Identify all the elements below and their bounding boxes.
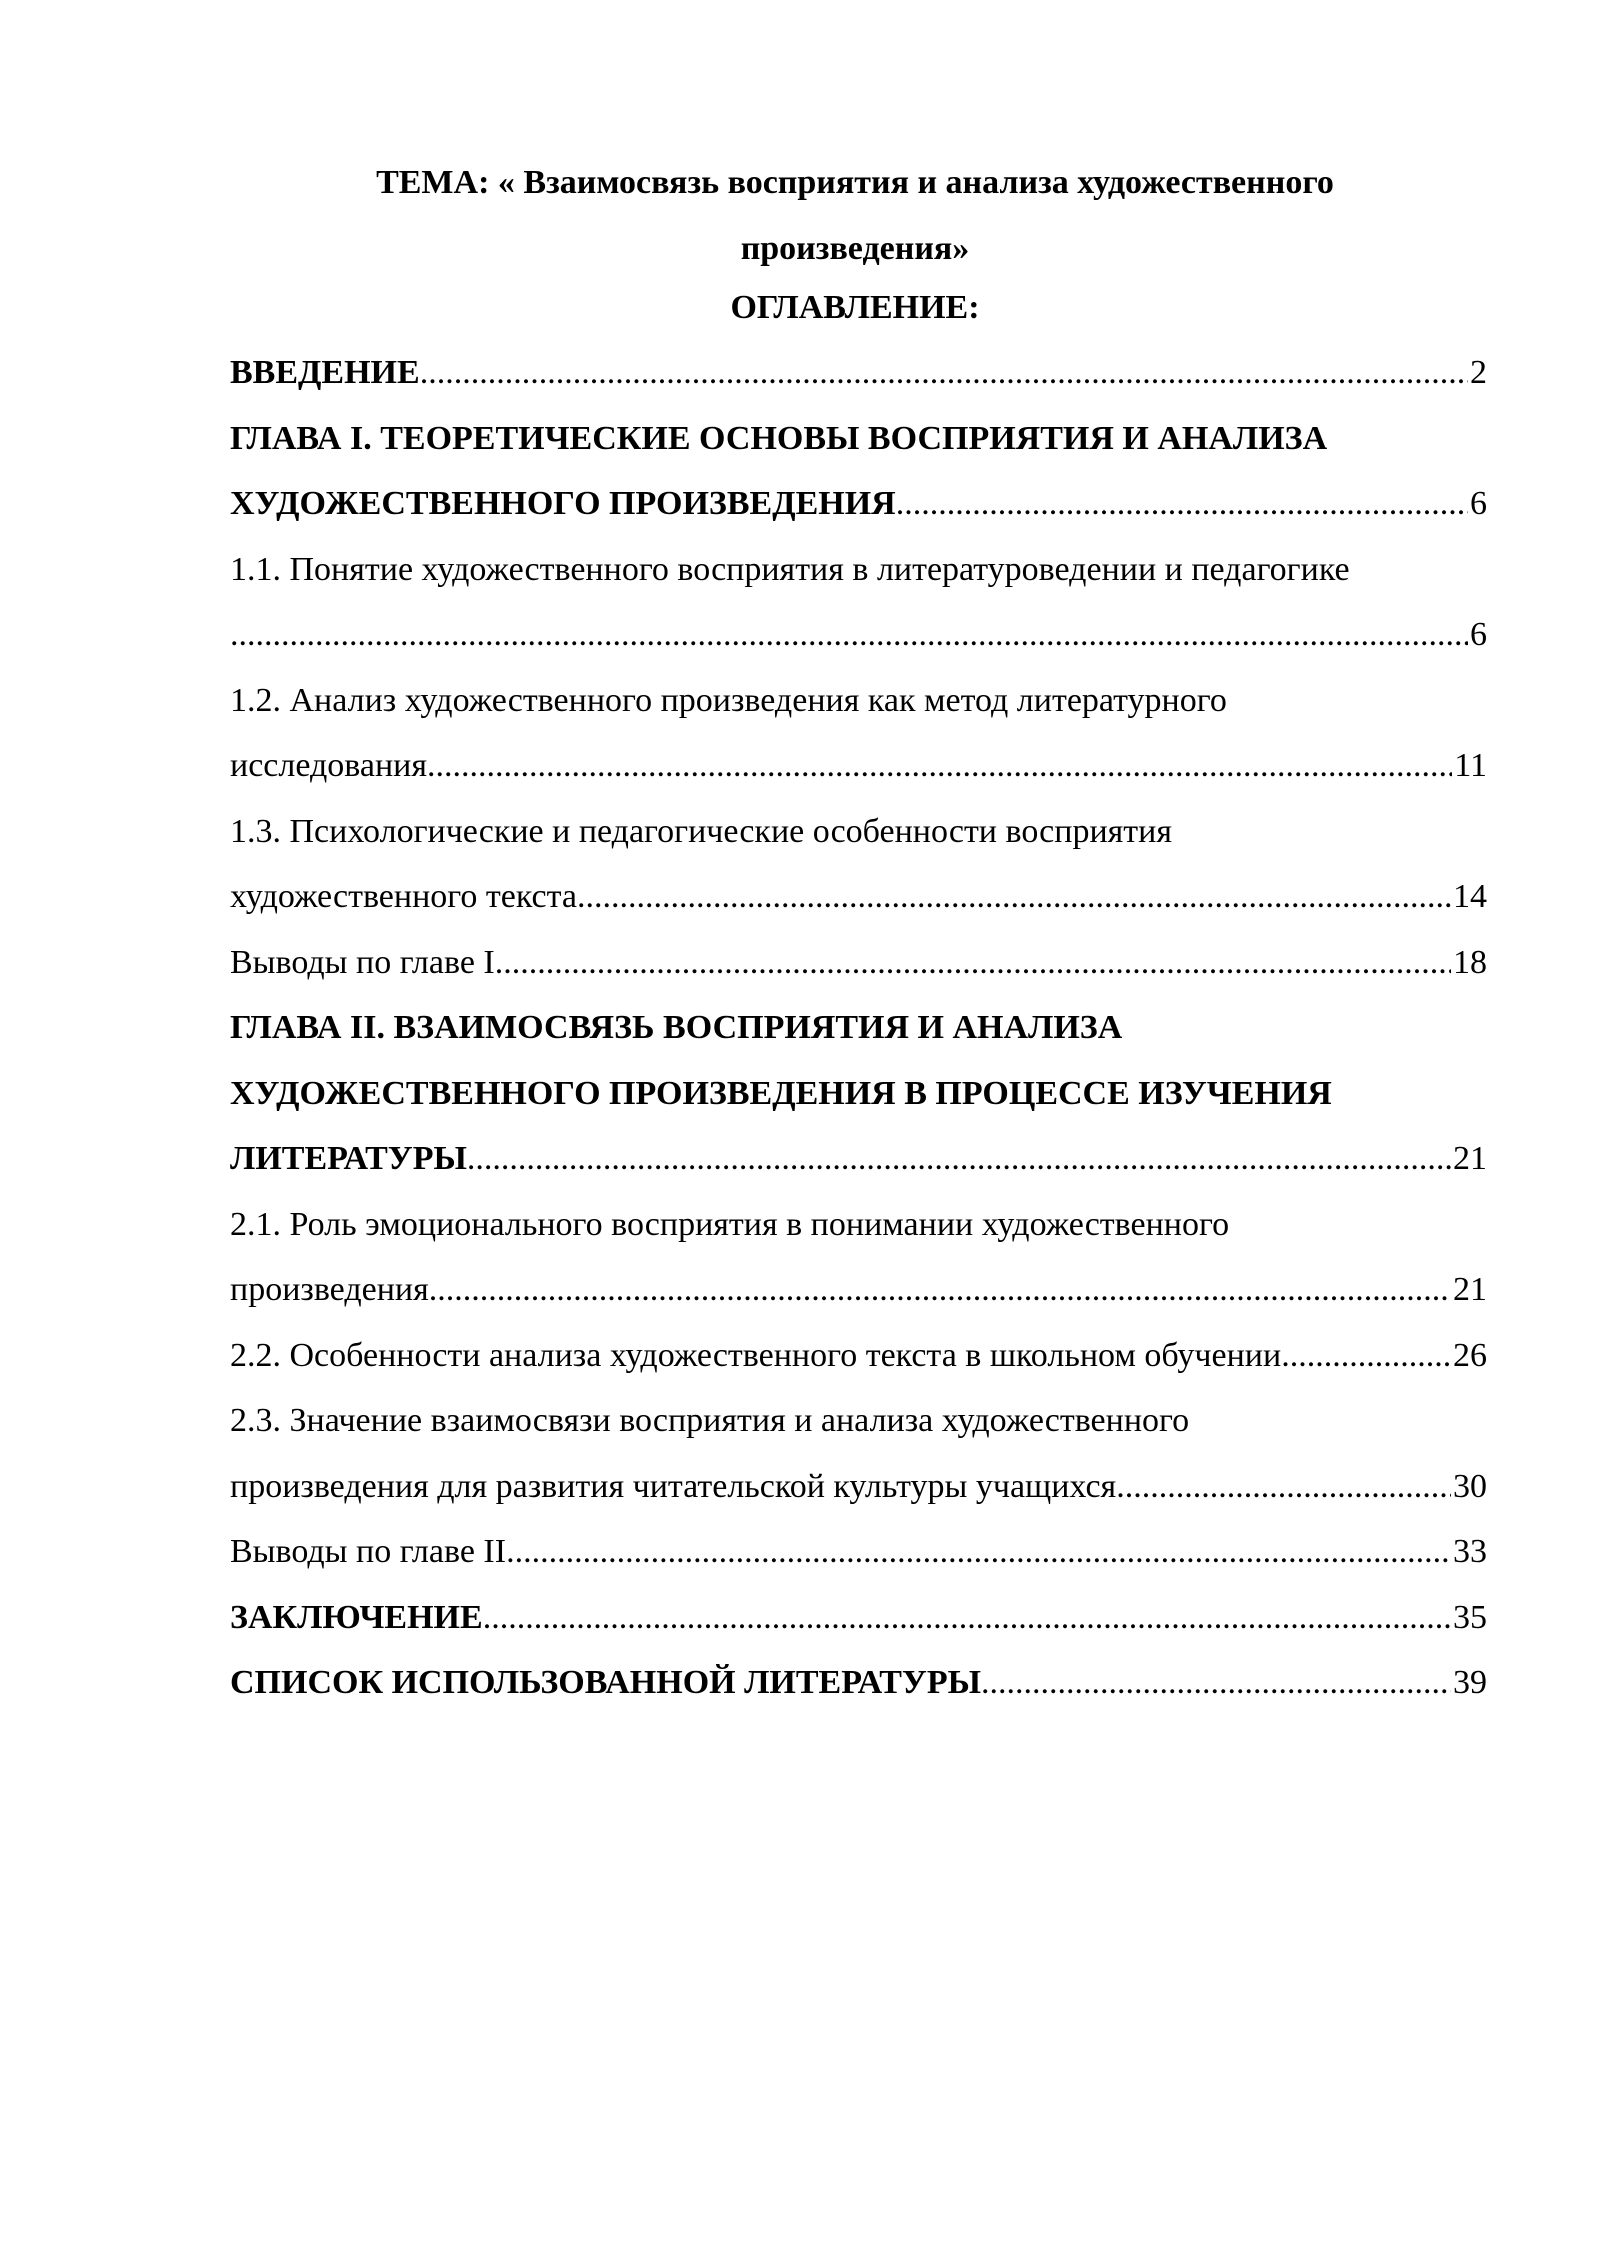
toc-entry-text: 2.1. Роль эмоционального восприятия в понимании художественного bbox=[230, 1205, 1230, 1243]
toc-dot-leader bbox=[896, 471, 1468, 537]
toc-page-number: 2 bbox=[1470, 354, 1487, 391]
toc-entry-text: ЗАКЛЮЧЕНИЕ bbox=[230, 1598, 483, 1636]
toc-entry-line bbox=[230, 537, 1487, 603]
toc-page-number: 14 bbox=[1453, 878, 1487, 915]
toc-entry-text: 2.3. Значение взаимосвязи восприятия и анализа художественного bbox=[230, 1402, 1190, 1439]
toc-entry-text: ХУДОЖЕСТВЕННОГО ПРОИЗВЕДЕНИЯ В ПРОЦЕССЕ ИЗУЧЕНИЯ bbox=[230, 1074, 1332, 1112]
toc-title: ОГЛАВЛЕНИЕ: bbox=[730, 289, 980, 326]
toc-entry-text: 1.3. Психологические и педагогические особенности восприятия bbox=[230, 812, 1172, 850]
toc-entry[interactable] bbox=[230, 668, 1487, 799]
toc-entry[interactable] bbox=[230, 1323, 1487, 1389]
toc-entry-text: ХУДОЖЕСТВЕННОГО ПРОИЗВЕДЕНИЯ bbox=[230, 485, 896, 522]
toc-entry[interactable] bbox=[230, 799, 1487, 930]
toc-page-number: 21 bbox=[1453, 1140, 1487, 1177]
toc-entry-last-line bbox=[230, 733, 1487, 799]
document-topic bbox=[230, 150, 1480, 282]
toc-entry[interactable] bbox=[230, 1585, 1487, 1651]
toc-entry-last-line bbox=[230, 1454, 1487, 1520]
toc-entry-last-line bbox=[230, 1126, 1487, 1192]
toc-dot-leader bbox=[483, 1585, 1451, 1651]
toc-dot-leader bbox=[420, 340, 1468, 406]
toc-entry-last-line bbox=[230, 1519, 1487, 1585]
toc-entry-last-line bbox=[230, 602, 1487, 668]
toc-entry[interactable] bbox=[230, 1519, 1487, 1585]
toc-entry-text: ЛИТЕРАТУРЫ bbox=[230, 1140, 467, 1177]
toc-entry-last-line bbox=[230, 1650, 1487, 1716]
toc-page-number: 35 bbox=[1453, 1598, 1487, 1636]
toc-entry-text: произведения для развития читательской культуры учащихся bbox=[230, 1467, 1117, 1505]
toc-page-number: 6 bbox=[1470, 485, 1487, 522]
toc-page-number: 33 bbox=[1453, 1533, 1487, 1570]
toc-entry-text: художественного текста bbox=[230, 878, 577, 915]
toc-dot-leader bbox=[1281, 1323, 1451, 1389]
toc-page-number: 30 bbox=[1453, 1467, 1487, 1505]
toc-entry[interactable] bbox=[230, 1388, 1487, 1519]
toc-entry[interactable] bbox=[230, 1192, 1487, 1323]
toc-dot-leader bbox=[577, 864, 1451, 930]
toc-page-number: 6 bbox=[1470, 616, 1487, 653]
toc-entry-last-line bbox=[230, 340, 1487, 406]
toc-page-number: 39 bbox=[1453, 1664, 1487, 1701]
toc-page-number: 26 bbox=[1453, 1336, 1487, 1374]
toc-entry[interactable] bbox=[230, 406, 1487, 537]
topic-line-2: произведения» bbox=[740, 230, 970, 267]
toc-dot-leader bbox=[981, 1650, 1451, 1716]
toc-entry[interactable] bbox=[230, 930, 1487, 996]
toc-page-number: 11 bbox=[1454, 747, 1487, 784]
toc-entry-text: 2.2. Особенности анализа художественного текста в школьном обучении bbox=[230, 1336, 1282, 1374]
toc-entry-line bbox=[230, 1061, 1487, 1127]
toc-entry-line bbox=[230, 995, 1487, 1061]
toc-dot-leader bbox=[230, 602, 1468, 668]
toc-entry-text: ВВЕДЕНИЕ bbox=[230, 354, 420, 391]
toc-entry-text: 1.2. Анализ художественного произведения как метод литературного bbox=[230, 681, 1227, 719]
toc-entry[interactable] bbox=[230, 1650, 1487, 1716]
toc-dot-leader bbox=[429, 1257, 1451, 1323]
toc-dot-leader bbox=[495, 930, 1451, 996]
topic-line-1: ТЕМА: « Взаимосвязь восприятия и анализа художественного bbox=[376, 164, 1334, 201]
toc-entry-last-line bbox=[230, 1323, 1487, 1389]
toc-entry-text: ГЛАВА I. ТЕОРЕТИЧЕСКИЕ ОСНОВЫ ВОСПРИЯТИЯ И АНАЛИЗА bbox=[230, 419, 1328, 457]
toc-entry[interactable] bbox=[230, 340, 1487, 406]
table-of-contents bbox=[230, 340, 1487, 1716]
toc-entry-text: произведения bbox=[230, 1271, 429, 1308]
toc-entry-text: 1.1. Понятие художественного восприятия в литературоведении и педагогике bbox=[230, 550, 1350, 588]
toc-entry-text: ГЛАВА II. ВЗАИМОСВЯЗЬ ВОСПРИЯТИЯ И АНАЛИЗА bbox=[230, 1009, 1123, 1046]
toc-entry-text: Выводы по главе II bbox=[230, 1533, 507, 1570]
toc-entry-line bbox=[230, 1192, 1487, 1258]
toc-entry-last-line bbox=[230, 471, 1487, 537]
toc-entry[interactable] bbox=[230, 537, 1487, 668]
toc-entry-line bbox=[230, 1388, 1487, 1454]
toc-entry-line bbox=[230, 668, 1487, 734]
toc-entry[interactable] bbox=[230, 995, 1487, 1192]
toc-entry-text: исследования bbox=[230, 747, 428, 784]
toc-dot-leader bbox=[467, 1126, 1451, 1192]
toc-entry-last-line bbox=[230, 930, 1487, 996]
toc-entry-line bbox=[230, 799, 1487, 865]
toc-entry-last-line bbox=[230, 864, 1487, 930]
toc-entry-line bbox=[230, 406, 1487, 472]
toc-entry-last-line bbox=[230, 1257, 1487, 1323]
toc-entry-text: СПИСОК ИСПОЛЬЗОВАННОЙ ЛИТЕРАТУРЫ bbox=[230, 1664, 981, 1701]
toc-entry-text: Выводы по главе I bbox=[230, 943, 495, 981]
toc-dot-leader bbox=[427, 733, 1452, 799]
toc-page-number: 21 bbox=[1453, 1271, 1487, 1308]
toc-dot-leader bbox=[1116, 1454, 1451, 1520]
toc-entry-last-line bbox=[230, 1585, 1487, 1651]
toc-dot-leader bbox=[506, 1519, 1451, 1585]
toc-page-number: 18 bbox=[1453, 943, 1487, 981]
